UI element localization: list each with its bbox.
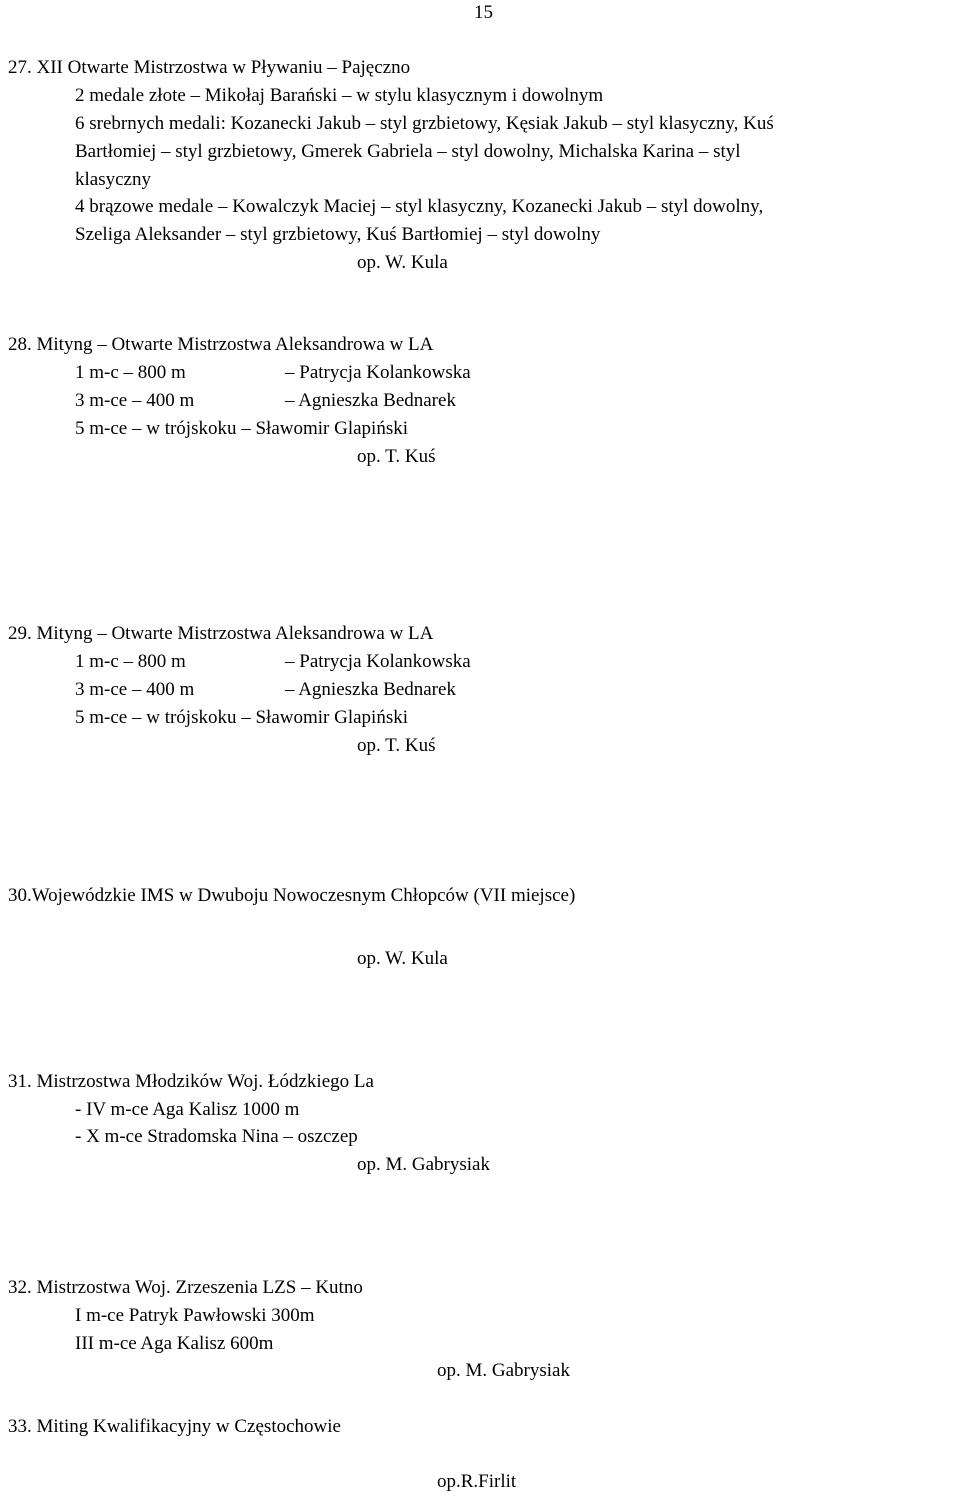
entry-line: - X m-ce Stradomska Nina – oszczep [75,1126,358,1147]
entry-heading: 27. XII Otwarte Mistrzostwa w Pływaniu – Pajęczno [8,57,411,78]
entry-line: Szeliga Aleksander – styl grzbietowy, Kuś Bartłomiej – styl dowolny [75,224,601,245]
result-place: 1 m-c – 800 m [75,651,186,672]
result-name: – Patrycja Kolankowska [285,362,471,383]
entry-line: 2 medale złote – Mikołaj Barański – w stylu klasycznym i dowolnym [75,85,604,106]
result-place: 5 m-ce – w trójskoku – Sławomir Glapiński [75,707,408,728]
entry-heading: 29. Mityng – Otwarte Mistrzostwa Aleksandrowa w LA [8,623,434,644]
entry-line: I m-ce Patryk Pawłowski 300m [75,1305,315,1326]
entry-line: Bartłomiej – styl grzbietowy, Gmerek Gabriela – styl dowolny, Michalska Karina – styl [75,141,741,162]
result-name: – Agnieszka Bednarek [285,679,456,700]
entry-coach: op. M. Gabrysiak [357,1154,490,1175]
entry-heading: 28. Mityng – Otwarte Mistrzostwa Aleksandrowa w LA [8,334,434,355]
page-number: 15 [474,2,493,23]
result-name: – Patrycja Kolankowska [285,651,471,672]
result-place: 5 m-ce – w trójskoku – Sławomir Glapiński [75,418,408,439]
result-place: 1 m-c – 800 m [75,362,186,383]
entry-heading: 31. Mistrzostwa Młodzików Woj. Łódzkiego La [8,1071,374,1092]
entry-coach: op. W. Kula [357,948,448,969]
result-name: – Agnieszka Bednarek [285,390,456,411]
entry-heading: 32. Mistrzostwa Woj. Zrzeszenia LZS – Kutno [8,1277,363,1298]
result-place: 3 m-ce – 400 m [75,390,195,411]
entry-line: 6 srebrnych medali: Kozanecki Jakub – styl grzbietowy, Kęsiak Jakub – styl klasyczny, Kuś [75,113,774,134]
entry-line: III m-ce Aga Kalisz 600m [75,1333,274,1354]
entry-coach: op. W. Kula [357,252,448,273]
entry-heading: 30.Wojewódzkie IMS w Dwuboju Nowoczesnym Chłopców (VII miejsce) [8,885,576,906]
result-place: 3 m-ce – 400 m [75,679,195,700]
entry-line: - IV m-ce Aga Kalisz 1000 m [75,1099,300,1120]
entry-coach: op. T. Kuś [357,446,436,467]
entry-coach: op. T. Kuś [357,735,436,756]
entry-heading: 33. Miting Kwalifikacyjny w Częstochowie [8,1416,341,1437]
entry-coach: op.R.Firlit [437,1471,517,1492]
entry-line: 4 brązowe medale – Kowalczyk Maciej – styl klasyczny, Kozanecki Jakub – styl dowolny, [75,196,764,217]
entry-coach: op. M. Gabrysiak [437,1360,570,1381]
entry-line: klasyczny [75,169,151,190]
